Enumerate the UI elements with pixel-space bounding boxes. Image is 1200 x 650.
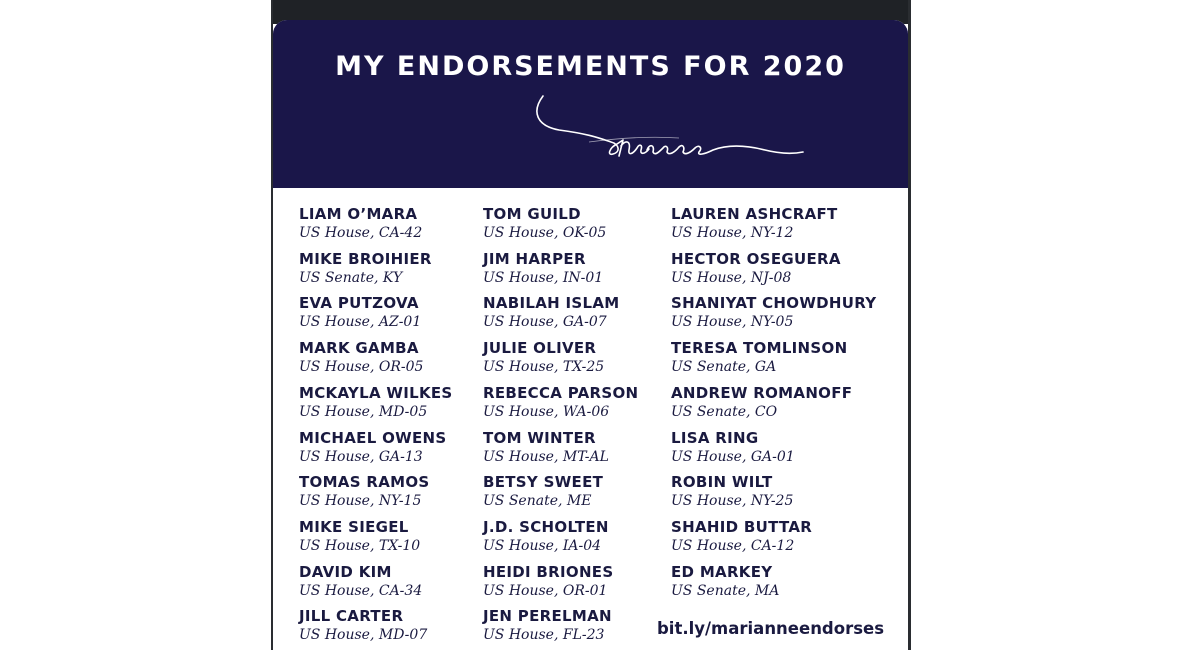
candidate-name: SHANIYAT CHOWDHURY — [671, 294, 877, 313]
endorsement-entry — [671, 339, 847, 376]
candidate-office: US House, IN-01 — [483, 269, 604, 286]
candidate-name: HECTOR OSEGUERA — [671, 249, 841, 268]
candidate-office: US House, GA-13 — [299, 448, 423, 465]
candidate-name: SHAHID BUTTAR — [671, 517, 813, 536]
endorsement-entry — [483, 384, 638, 421]
endorsement-card — [273, 20, 908, 650]
endorsement-entry — [299, 294, 421, 331]
candidate-name: HEIDI BRIONES — [483, 562, 614, 581]
candidate-office: US Senate, GA — [671, 359, 777, 376]
endorsement-entry — [299, 607, 427, 644]
endorsement-entry — [483, 473, 603, 510]
candidate-office: US House, MD-05 — [299, 403, 428, 420]
candidate-office: US House, TX-25 — [483, 359, 605, 376]
candidate-office: US House, NJ-08 — [671, 269, 792, 286]
candidate-office: US House, NY-15 — [299, 493, 422, 510]
candidate-name: TOM WINTER — [483, 428, 596, 447]
endorsement-entry — [299, 384, 453, 421]
candidate-office: US House, TX-10 — [299, 537, 421, 554]
endorsement-entry — [483, 563, 613, 600]
endorsement-entry — [299, 250, 432, 287]
candidate-office: US House, OR-05 — [299, 359, 424, 376]
candidate-office: US House, CA-42 — [299, 225, 423, 241]
endorsement-entry — [299, 473, 430, 510]
endorsement-entry — [671, 294, 876, 331]
candidate-office: US Senate, CO — [671, 403, 778, 420]
candidate-name: TOM GUILD — [483, 205, 581, 223]
candidate-office: US Senate, MA — [671, 582, 780, 599]
candidate-office: US House, NY-12 — [671, 225, 794, 241]
candidate-name: J.D. SCHOLTEN — [483, 517, 609, 536]
candidate-name: EVA PUTZOVA — [299, 294, 419, 313]
candidate-office: US Senate, KY — [299, 269, 403, 286]
candidate-office: US House, CA-34 — [299, 582, 423, 599]
endorsement-entry — [483, 339, 604, 376]
candidate-office: US House, GA-07 — [483, 314, 607, 331]
candidate-office: US House, WA-06 — [483, 403, 610, 420]
endorsement-entry — [299, 518, 420, 555]
candidate-name: REBECCA PARSON — [483, 383, 639, 402]
candidate-name: MIKE BROIHIER — [299, 249, 432, 268]
endorsement-entry — [483, 429, 609, 466]
candidate-name: LISA RING — [671, 428, 759, 447]
endorsement-entry — [483, 607, 612, 644]
endorsements-link[interactable]: bit.ly/marianneendorses — [657, 619, 885, 638]
candidate-office: US House, CA-12 — [671, 537, 795, 554]
endorsement-entry — [483, 294, 620, 331]
candidate-office: US House, NY-25 — [671, 493, 794, 510]
endorsement-entry — [483, 205, 606, 242]
endorsement-entry — [299, 429, 447, 466]
candidate-name: ED MARKEY — [671, 562, 773, 581]
candidate-name: LIAM O’MARA — [299, 205, 418, 223]
endorsement-entry — [299, 205, 422, 242]
candidate-name: BETSY SWEET — [483, 473, 604, 492]
endorsement-entry — [671, 563, 779, 600]
candidate-name: TOMAS RAMOS — [299, 473, 430, 492]
candidate-name: ROBIN WILT — [671, 473, 773, 492]
candidate-name: LAUREN ASHCRAFT — [671, 205, 838, 223]
endorsement-entry — [483, 518, 609, 555]
endorsement-entry — [671, 205, 838, 242]
card-right-edge — [908, 0, 911, 650]
candidate-name: JILL CARTER — [299, 607, 404, 626]
candidate-name: MICHAEL OWENS — [299, 428, 447, 447]
candidate-name: NABILAH ISLAM — [483, 294, 620, 313]
card-header — [273, 20, 908, 188]
candidate-office: US House, OK-05 — [483, 225, 607, 241]
signature-graphic — [529, 94, 819, 170]
endorsement-entry — [671, 250, 841, 287]
endorsement-entry — [671, 429, 795, 466]
candidate-name: MIKE SIEGEL — [299, 517, 409, 536]
candidate-office: US House, NY-05 — [671, 314, 794, 331]
candidate-office: US House, AZ-01 — [299, 314, 422, 331]
candidate-office: US House, MD-07 — [299, 627, 428, 644]
candidate-office: US Senate, ME — [483, 493, 592, 510]
candidate-office: US House, MT-AL — [483, 448, 609, 465]
endorsement-entry — [483, 250, 603, 287]
candidate-office: US House, FL-23 — [483, 627, 605, 644]
candidate-name: MCKAYLA WILKES — [299, 383, 453, 402]
endorsement-entry — [671, 518, 812, 555]
endorsement-entry — [299, 339, 423, 376]
candidate-name: ANDREW ROMANOFF — [671, 383, 853, 402]
endorsement-entry — [299, 563, 422, 600]
page-title: MY ENDORSEMENTS FOR 2020 — [335, 51, 846, 82]
candidate-office: US House, IA-04 — [483, 537, 602, 554]
candidate-office: US House, OR-01 — [483, 582, 608, 599]
candidate-office: US House, GA-01 — [671, 448, 795, 465]
candidate-name: JULIE OLIVER — [483, 339, 597, 358]
endorsement-entry — [671, 473, 793, 510]
endorsement-entry — [671, 384, 852, 421]
candidate-name: JIM HARPER — [483, 249, 586, 268]
candidate-name: DAVID KIM — [299, 562, 392, 581]
candidate-name: JEN PERELMAN — [483, 607, 612, 626]
candidate-name: TERESA TOMLINSON — [671, 339, 848, 358]
candidate-name: MARK GAMBA — [299, 339, 419, 358]
